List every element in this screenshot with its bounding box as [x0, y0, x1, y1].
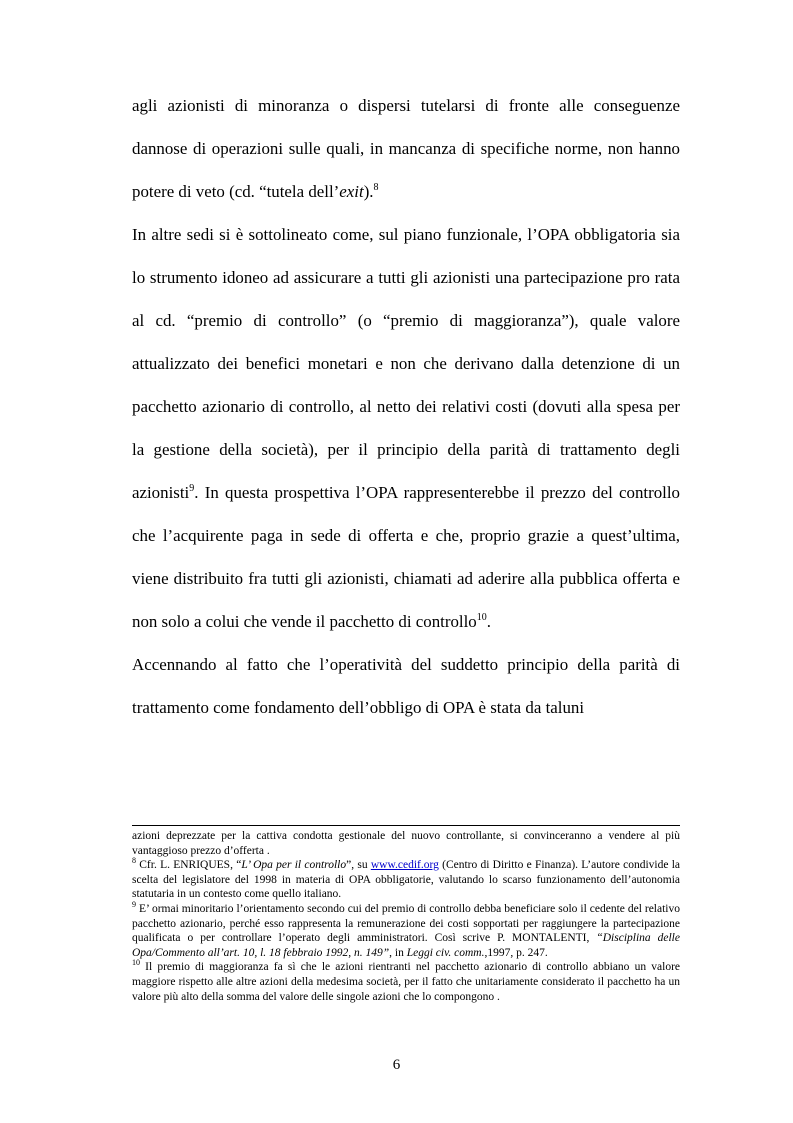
footnotes — [132, 829, 680, 1004]
footnote-8: $^8$ Cfr. L. ENRIQUES, “L’ Opa per il controllo”, su www.cedif.org (Centro di Diritto e Finanza). L’autore condivide la scelta del legislatore del 1998 in materia di OPA obbligatorie, valutando lo scarso funzionamento dell’autonomia statutaria in un contesto come quello italiano. — [132, 856, 680, 901]
paragraph-3: Accennando al fatto che l’operatività del suddetto principio della parità di trattamento come fondamento dell’obbligo di OPA è stata da taluni — [132, 655, 680, 717]
footnote-9: $^9$ E’ ormai minoritario l’orientamento secondo cui del premio di controllo debba beneficiare solo il cedente del relativo pacchetto azionario, perché esso rappresenta la remunerazione dei costi sopportati per raggiungere la partecipazione qualificata o per controllare l’operato degli amministratori. Così scrive P. MONTALENTI, “Disciplina delle Opa/Commento all’art. 10, l. 18 febbraio 1992, n. 149”, in Leggi civ. comm.,1997, p. 247. — [132, 899, 680, 959]
footnote-ref-9[interactable]: 9 — [189, 483, 195, 494]
footnote-continuation: azioni deprezzate per la cattiva condotta gestionale del nuovo controllante, si convinceranno a vendere al più vantaggioso prezzo d’offerta . — [132, 830, 680, 857]
cedif-link[interactable]: www.cedif.org — [370, 859, 439, 872]
footnote-separator — [132, 825, 680, 826]
paragraph-1: agli azionisti di minoranza o dispersi tutelarsi di fronte alle conseguenze dannose di operazioni sulle quali, in mancanza di specifiche norme, non hanno potere di veto (cd. “tutela dell’exit).$^8$ — [132, 96, 680, 201]
paragraph-2: In altre sedi si è sottolineato come, sul piano funzionale, l’OPA obbligatoria sia lo strumento idoneo ad assicurare a tutti gli azionisti una partecipazione pro rata al cd. “premio di controllo” (o “premio di maggioranza”), quale valore attualizzato dei benefici monetari e non che derivano dalla detenzione di un pacchetto azionario di controllo, al netto dei relativi costi (dovuti alla spesa per la gestione della società), per il principio della parità di trattamento degli azionisti$^9$. In questa prospettiva l’OPA rappresenterebbe il prezzo del controllo che l’acquirente paga in sede di offerta e che, proprio grazie a quest’ultima, viene distribuito fra tutti gli azionisti, chiamati ad aderire alla pubblica offerta e non solo a colui che vende il pacchetto di controllo$^{10}$. — [132, 225, 680, 631]
footnote-10: $^{10}$ Il premio di maggioranza fa sì che le azioni rientranti nel pacchetto azionario di controllo abbiano un valore maggiore rispetto alle altre azioni della medesima società, per il fatto che unitariamente considerato il pacchetto ha un valore più alto della somma del valore delle singole azioni che lo compongono . — [132, 958, 680, 1003]
page-number: 6 — [392, 1057, 401, 1073]
footnote-ref-10[interactable]: 10 — [476, 612, 487, 623]
footnote-ref-8[interactable]: 8 — [373, 182, 379, 193]
main-text — [132, 84, 680, 729]
